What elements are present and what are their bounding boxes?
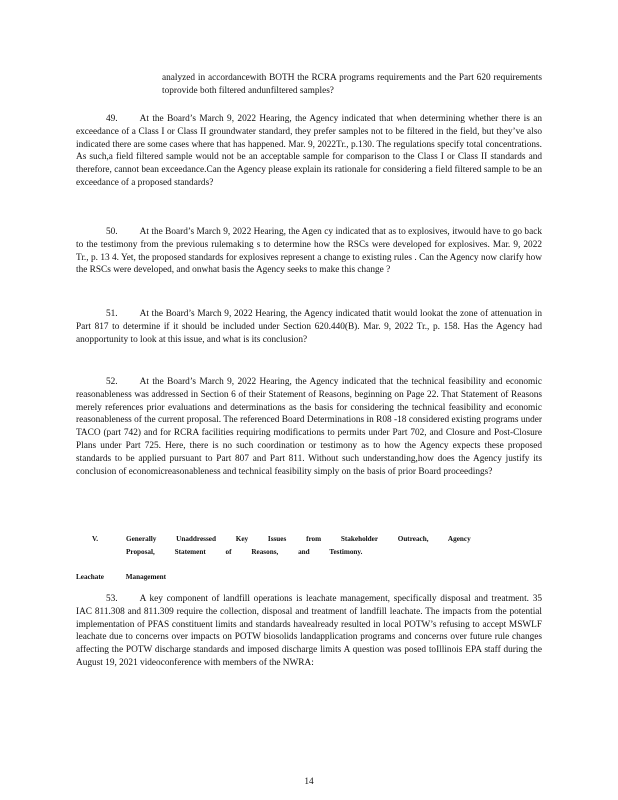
paragraph-number: 51. bbox=[106, 309, 118, 319]
paragraph-50 bbox=[76, 226, 542, 277]
paragraph-text: At the Board’s March 9, 2022 Hearing, the Agency indicated thatit would lookat the zone of attenuation in Part 817 to determine if it should be included under Section 620.440(B). Mar. 9, 2022 Tr., p. 158. Has the Agency had anopportunity to look at this issue, and what is its conclusion? bbox=[76, 309, 542, 345]
subheading-leachate: Leachate Management bbox=[76, 573, 167, 581]
paragraph-text: At the Board’s March 9, 2022 Hearing, the Agency indicated that when determining whether there is an exceedance of a Class I or Class II groundwater standard, they prefer samples not to be filtered in the field, but they’ve also indicated there are some cases where that has happened. Mar. 9, 2022Tr., p.130. The regulations specify total concentrations. As such,a field filtered sample would not be an acceptable sample for comparison to the Class I or Class II standards and therefore, cannot bean exceedance.Can the Agency please explain its rationale for considering a field filtered sample to be an exceedance of a proposed standards? bbox=[76, 114, 542, 188]
section-number: V. bbox=[92, 535, 99, 543]
paragraph-number: 52. bbox=[106, 377, 118, 387]
section-title: Generally Unaddressed Key Issues from Stakeholder Outreach, Agency Proposal, Statement of Reasons, and Testimony. bbox=[126, 535, 471, 556]
paragraph-53 bbox=[76, 593, 542, 670]
paragraph-number: 50. bbox=[106, 227, 118, 237]
paragraph-51 bbox=[76, 308, 542, 346]
paragraph-text: A key component of landfill operations is leachate management, specifically disposal and treatment. 35 IAC 811.308 and 811.309 require the collection, disposal and treatment of landfill leachate. The impacts from the potential implementation of PFAS constituent limits and standards havealready resulted in local POTW’s refusing to accept MSWLF leachate due to concerns over impacts on POTW biosolids landapplication programs and concerns over future rule changes affecting the POTW discharge standards and imposed discharge limits A question was posed toIllinois EPA staff during the August 19, 2021 videoconference with members of the NWRA: bbox=[76, 594, 542, 668]
paragraph-text: At the Board’s March 9, 2022 Hearing, the Agen cy indicated that as to explosives, itwould have to go back to the testimony from the previous rulemaking s to determine how the RSCs were developed for explosives. Mar. 9, 2022 Tr., p. 13 4. Yet, the proposed standards for explosives represent a change to existing rules . Can the Agency now clarify how the RSCs were developed, and onwhat basis the Agency seeks to make this change ? bbox=[76, 227, 542, 276]
paragraph-number: 53. bbox=[106, 594, 118, 604]
paragraph-52 bbox=[76, 376, 542, 478]
paragraph-text: At the Board’s March 9, 2022 Hearing, the Agency indicated that the technical feasibility and economic reasonableness was addressed in Section 6 of their Statement of Reasons, beginning on Page 22. That Statement of Reasons merely references prior evaluations and determinations as the basis for considering the technical feasibility and economic reasonableness of the current proposal. The referenced Board Determinations in R08 -18 considered existing programs under TACO (part 742) and for RCRA facilities requiring modifications to permits under Part 702, and Closure and Post-Closure Plans under Part 725. Here, there is no such coordination or testimony as to how the Agency expects these proposed standards to be applied pursuant to Part 807 and Part 811. Without such understanding,how does the Agency justify its conclusion of economicreasonableness and technical feasibility simply on the basis of prior Board proceedings? bbox=[76, 377, 542, 477]
continuation-text: analyzed in accordancewith BOTH the RCRA programs requirements and the Part 620 requirements toprovide both filtered andunfiltered samples? bbox=[162, 73, 542, 96]
paragraph-number: 49. bbox=[106, 114, 118, 124]
page-number: 14 bbox=[304, 777, 314, 787]
paragraph-49 bbox=[76, 113, 542, 190]
section-heading bbox=[92, 533, 522, 559]
